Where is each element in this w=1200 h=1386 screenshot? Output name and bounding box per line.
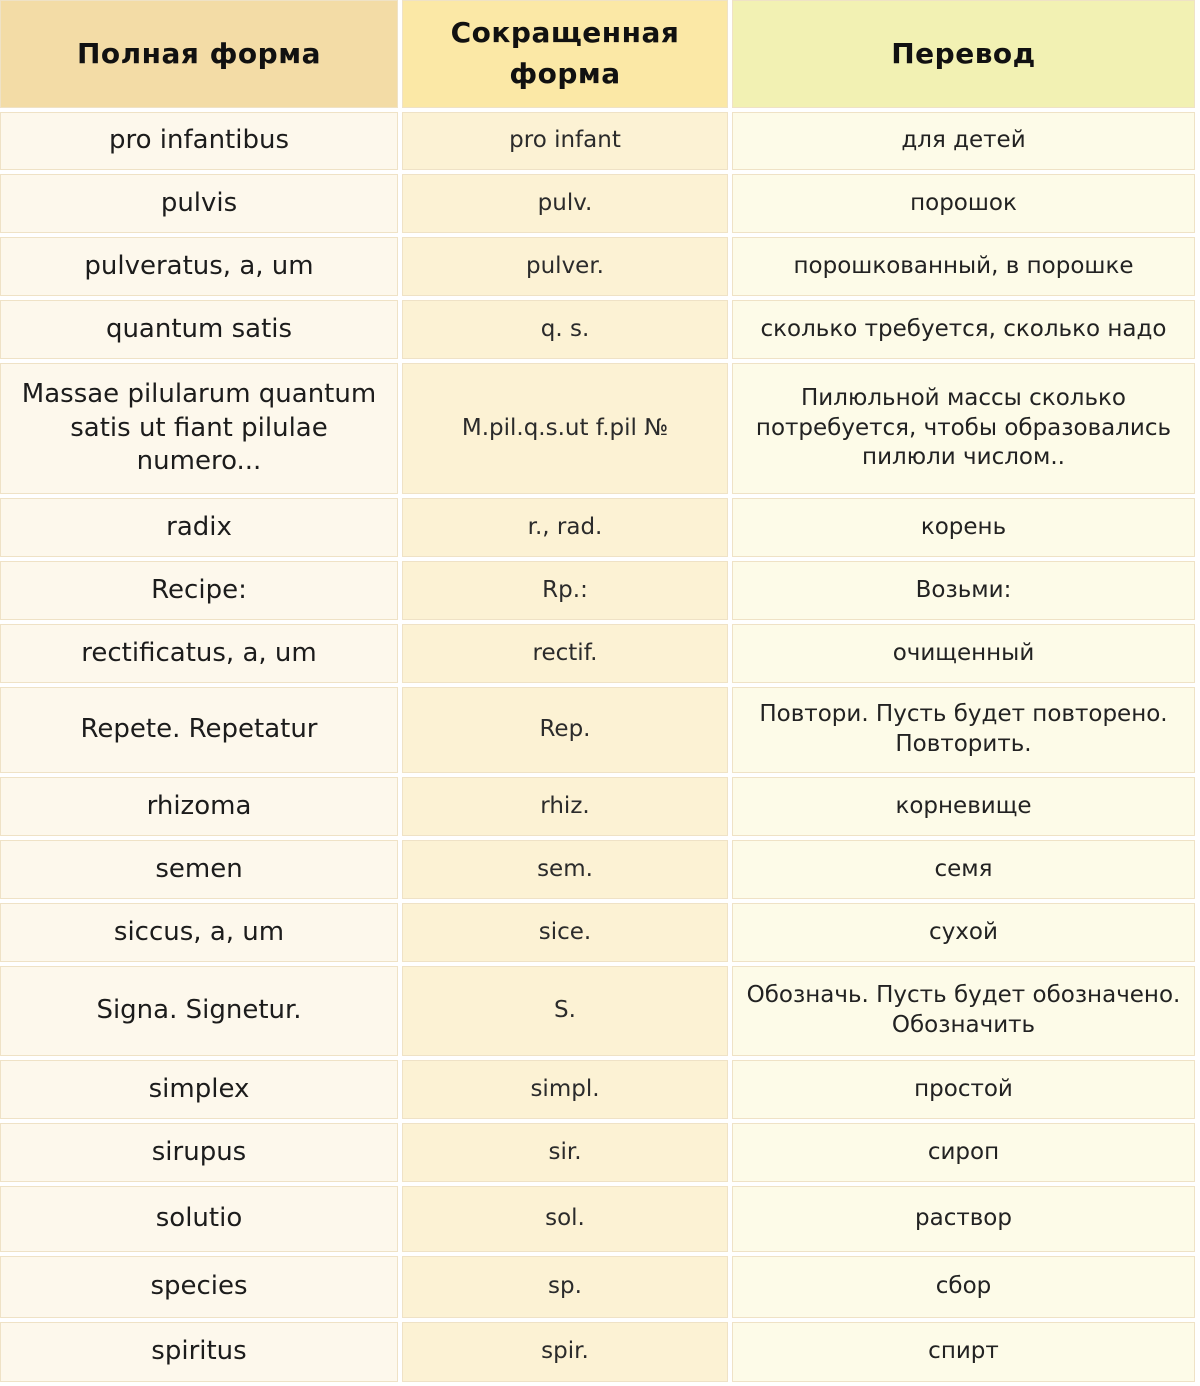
cell-translation: корневище: [732, 777, 1195, 836]
table-row: [0, 903, 1195, 962]
cell-full-form: Repete. Repetatur: [0, 687, 398, 773]
cell-full-form: pulveratus, a, um: [0, 237, 398, 296]
table-row: [0, 1123, 1195, 1182]
cell-translation: для детей: [732, 112, 1195, 170]
cell-full-form: semen: [0, 840, 398, 899]
header-row: [0, 0, 1195, 108]
table-row: [0, 300, 1195, 359]
cell-full-form: Recipe:: [0, 561, 398, 620]
cell-short-form: S.: [402, 966, 728, 1056]
cell-short-form: rectif.: [402, 624, 728, 683]
header-short-form: Сокращенная форма: [402, 0, 728, 108]
cell-translation: спирт: [732, 1322, 1195, 1382]
table-row: [0, 966, 1195, 1056]
cell-full-form: solutio: [0, 1186, 398, 1252]
cell-translation: Повтори. Пусть будет повторено. Повторить.: [732, 687, 1195, 773]
cell-full-form: Signa. Signetur.: [0, 966, 398, 1056]
table-row: [0, 498, 1195, 557]
cell-full-form: species: [0, 1256, 398, 1318]
table-row: [0, 687, 1195, 773]
table-row: [0, 840, 1195, 899]
header-translation: Перевод: [732, 0, 1195, 108]
cell-short-form: spir.: [402, 1322, 728, 1382]
table-row: [0, 174, 1195, 233]
cell-full-form: spiritus: [0, 1322, 398, 1382]
table-row: [0, 777, 1195, 836]
cell-short-form: Rep.: [402, 687, 728, 773]
cell-short-form: simpl.: [402, 1060, 728, 1119]
cell-short-form: sp.: [402, 1256, 728, 1318]
cell-full-form: Massae pilularum quantum satis ut fiant pilulae numero...: [0, 363, 398, 494]
cell-short-form: sir.: [402, 1123, 728, 1182]
table-row: [0, 363, 1195, 494]
header-full-form: Полная форма: [0, 0, 398, 108]
table-row: [0, 624, 1195, 683]
cell-short-form: q. s.: [402, 300, 728, 359]
cell-translation: сколько требуется, сколько надо: [732, 300, 1195, 359]
cell-translation: корень: [732, 498, 1195, 557]
table-row: [0, 1322, 1195, 1382]
cell-full-form: radix: [0, 498, 398, 557]
table-row: [0, 1256, 1195, 1318]
cell-translation: Пилюльной массы сколько потребуется, чтобы образовались пилюли числом..: [732, 363, 1195, 494]
cell-translation: простой: [732, 1060, 1195, 1119]
cell-translation: сбор: [732, 1256, 1195, 1318]
cell-translation: Обозначь. Пусть будет обозначено. Обозначить: [732, 966, 1195, 1056]
cell-full-form: rhizoma: [0, 777, 398, 836]
cell-short-form: sice.: [402, 903, 728, 962]
cell-short-form: pro infant: [402, 112, 728, 170]
cell-translation: сухой: [732, 903, 1195, 962]
cell-short-form: pulver.: [402, 237, 728, 296]
cell-short-form: sem.: [402, 840, 728, 899]
cell-short-form: M.pil.q.s.ut f.pil №: [402, 363, 728, 494]
cell-full-form: simplex: [0, 1060, 398, 1119]
table-row: [0, 1186, 1195, 1252]
cell-short-form: Rp.:: [402, 561, 728, 620]
cell-translation: порошок: [732, 174, 1195, 233]
cell-short-form: pulv.: [402, 174, 728, 233]
table-row: [0, 237, 1195, 296]
cell-short-form: sol.: [402, 1186, 728, 1252]
cell-translation: очищенный: [732, 624, 1195, 683]
cell-full-form: siccus, a, um: [0, 903, 398, 962]
cell-short-form: r., rad.: [402, 498, 728, 557]
table-row: [0, 561, 1195, 620]
table-row: [0, 1060, 1195, 1119]
cell-translation: семя: [732, 840, 1195, 899]
table-row: [0, 112, 1195, 170]
cell-translation: Возьми:: [732, 561, 1195, 620]
cell-full-form: sirupus: [0, 1123, 398, 1182]
cell-full-form: quantum satis: [0, 300, 398, 359]
cell-translation: раствор: [732, 1186, 1195, 1252]
cell-full-form: rectificatus, a, um: [0, 624, 398, 683]
cell-translation: порошкованный, в порошке: [732, 237, 1195, 296]
cell-full-form: pro infantibus: [0, 112, 398, 170]
cell-translation: сироп: [732, 1123, 1195, 1182]
cell-full-form: pulvis: [0, 174, 398, 233]
cell-short-form: rhiz.: [402, 777, 728, 836]
